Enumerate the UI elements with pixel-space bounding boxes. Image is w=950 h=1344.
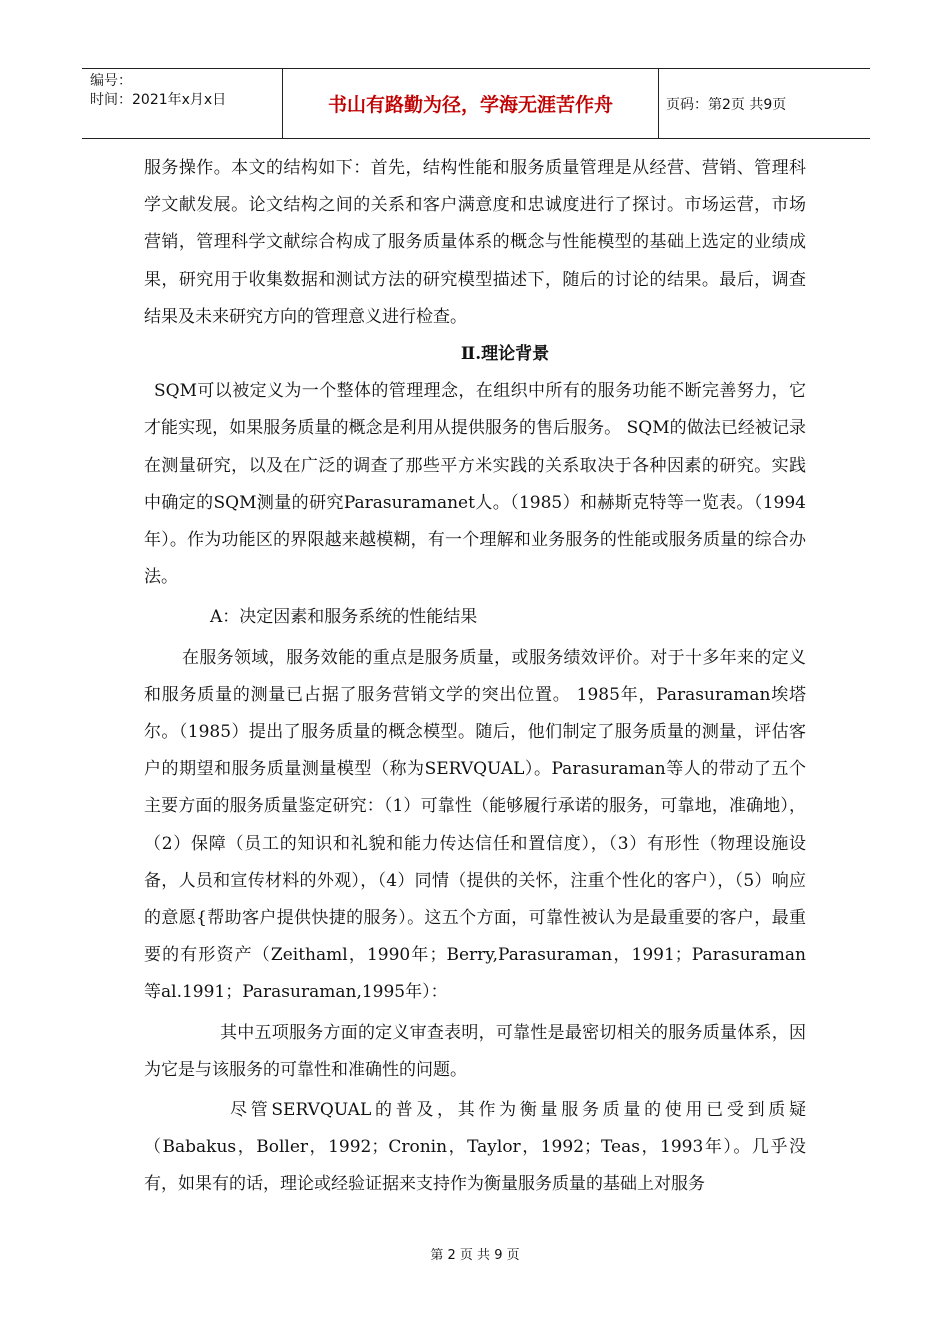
section-heading: Ⅱ.理论背景 [460, 344, 550, 365]
header-page-info: 页码：第2页 共9页 [666, 96, 787, 113]
document-number-label: 编号： [90, 73, 132, 89]
subsection-heading: A：决定因素和服务系统的性能结果 [210, 607, 478, 628]
paragraph-reliability: 其中五项服务方面的定义审查表明，可靠性是最密切相关的服务质量体系，因为它是与该服务的可靠性和准确性的问题。 [144, 1022, 806, 1080]
header-meta [90, 72, 226, 110]
document-date: 时间：2021年x月x日 [90, 92, 227, 108]
header-table [82, 68, 870, 139]
page-footer: 第 2 页 共 9 页 [430, 1248, 520, 1263]
paragraph-servqual-critique: 尽管SERVQUAL的普及，其作为衡量服务质量的使用已受到质疑（Babakus，Boller，1992；Cronin，Taylor，1992；Teas，1993年）。几乎没有，如果有的话，理论或经验证据来支持作为衡量服务质量的基础上对服务 [144, 1100, 806, 1195]
paragraph-servqual-dimensions: 在服务领域，服务效能的重点是服务质量，或服务绩效评价。对于十多年来的定义和服务质量的测量已占据了服务营销文学的突出位置。 1985年，Parasuraman埃塔尔。（1985）提出了服务质量的概念模型。随后，他们制定了服务质量的测量，评估客户的期望和服务质量测量模型（称为SERVQUAL）。Parasuraman等人的带动了五个主要方面的服务质量鉴定研究：（1）可靠性（能够履行承诺的服务，可靠地，准确地），（2）保障（员工的知识和礼貌和能力传达信任和置信度），（3）有形性（物理设施设备，人员和宣传材料的外观），（4）同情（提供的关怀，注重个性化的客户），（5）响应的意愿{帮助客户提供快捷的服务）。这五个方面，可靠性被认为是最重要的客户，最重要的有形资产（Zeithaml，1990年；Berry,Parasuraman，1991；Parasuraman等al.1991；Parasuraman,1995年）： [144, 647, 806, 1003]
paragraph-sqm-definition: SQM可以被定义为一个整体的管理理念，在组织中所有的服务功能不断完善努力，它才能实现，如果服务质量的概念是利用从提供服务的售后服务。 SQM的做法已经被记录在测量研究，以及在广泛的调查了那些平方米实践的关系取决于各种因素的研究。实践中确定的SQM测量的研究Parasuramanet人。（1985）和赫斯克特等一览表。（1994年）。作为功能区的界限越来越模糊，有一个理解和业务服务的性能或服务质量的综合办法。 [144, 381, 806, 588]
document-body [144, 150, 806, 1204]
header-divider-right [658, 69, 659, 138]
header-motto: 书山有路勤为径，学海无涯苦作舟 [327, 94, 613, 116]
paragraph-structure: 服务操作。本文的结构如下：首先，结构性能和服务质量管理是从经营、营销、管理科学文献发展。论文结构之间的关系和客户满意度和忠诚度进行了探讨。市场运营，市场营销，管理科学文献综合构成了服务质量体系的概念与性能模型的基础上选定的业绩成果，研究用于收集数据和测试方法的研究模型描述下，随后的讨论的结果。最后，调查结果及未来研究方向的管理意义进行检查。 [144, 158, 806, 327]
